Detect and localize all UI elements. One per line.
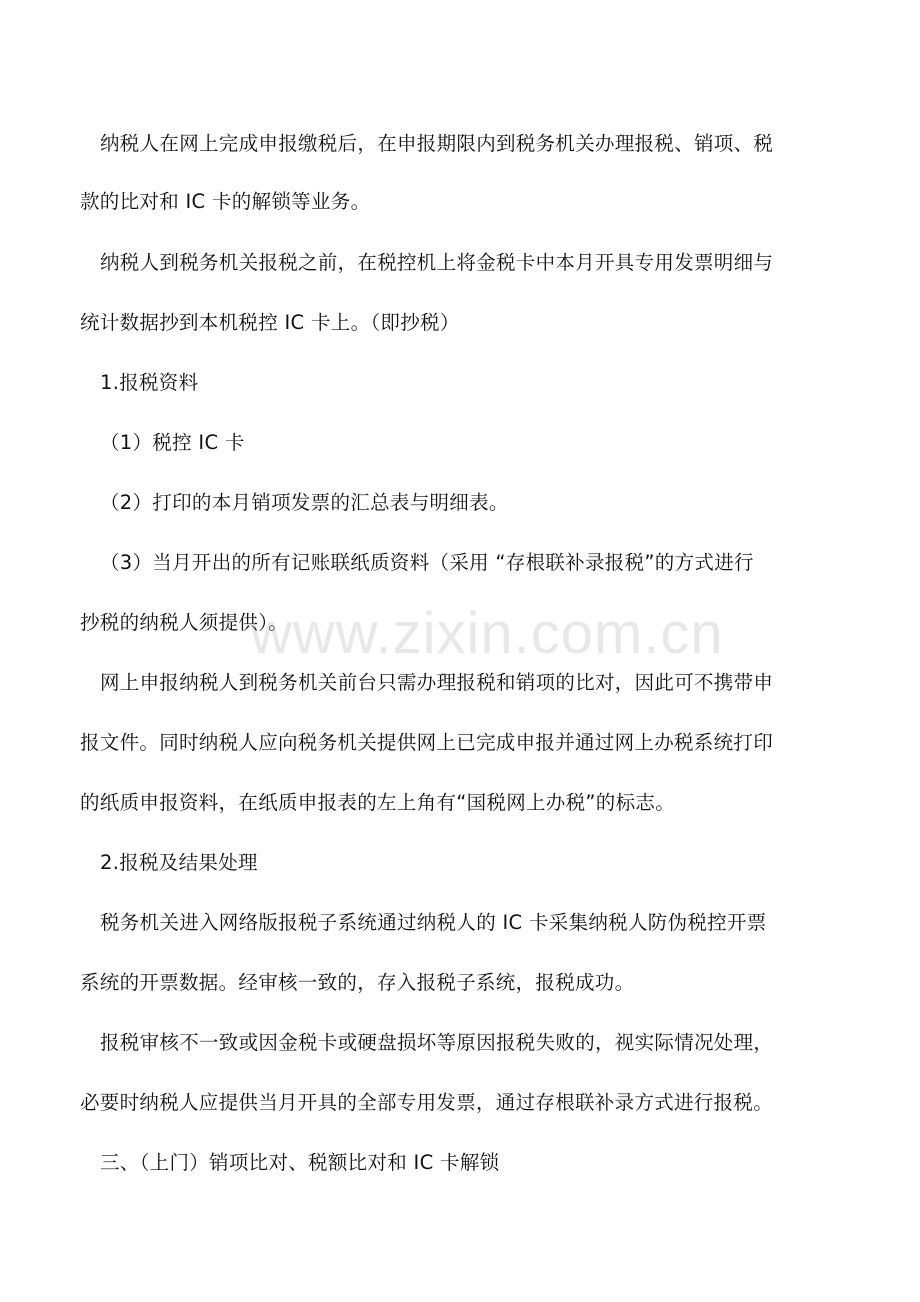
paragraph-line: 纳税人在网上完成申报缴税后，在申报期限内到税务机关办理报税、销项、税 — [100, 132, 774, 155]
paragraph-line: 必要时纳税人应提供当月开具的全部专用发票，通过存根联补录方式进行报税。 — [80, 1091, 774, 1114]
watermark-text: www.zixin.com.cn — [250, 601, 724, 666]
list-item: （3）当月开出的所有记账联纸质资料（采用 “存根联补录报税”的方式进行 — [100, 551, 754, 574]
paragraph-line: 网上申报纳税人到税务机关前台只需办理报税和销项的比对，因此可不携带申 — [100, 671, 774, 694]
paragraph-line: 报税审核不一致或因金税卡或硬盘损坏等原因报税失败的，视实际情况处理， — [100, 1031, 774, 1054]
section-heading: 三、（上门）销项比对、税额比对和 IC 卡解锁 — [100, 1151, 500, 1174]
paragraph-line: 的纸质申报资料，在纸质申报表的左上角有“国税网上办税”的标志。 — [80, 791, 676, 814]
list-item: （1）税控 IC 卡 — [100, 431, 245, 454]
paragraph-line: 报文件。同时纳税人应向税务机关提供网上已完成申报并通过网上办税系统打印 — [80, 731, 774, 754]
paragraph-line: 款的比对和 IC 卡的解锁等业务。 — [80, 190, 371, 213]
paragraph-line: 统计数据抄到本机税控 IC 卡上。（即抄税） — [80, 311, 460, 334]
paragraph-line: 纳税人到税务机关报税之前，在税控机上将金税卡中本月开具专用发票明细与 — [100, 251, 774, 274]
paragraph-line: 系统的开票数据。经审核一致的，存入报税子系统，报税成功。 — [80, 971, 635, 994]
list-item: （2）打印的本月销项发票的汇总表与明细表。 — [100, 491, 509, 514]
paragraph-line: 抄税的纳税人须提供）。 — [80, 611, 289, 634]
section-heading: 1.报税资料 — [100, 371, 199, 394]
paragraph-line: 税务机关进入网络版报税子系统通过纳税人的 IC 卡采集纳税人防伪税控开票 — [100, 911, 767, 934]
section-heading: 2.报税及结果处理 — [100, 851, 258, 874]
